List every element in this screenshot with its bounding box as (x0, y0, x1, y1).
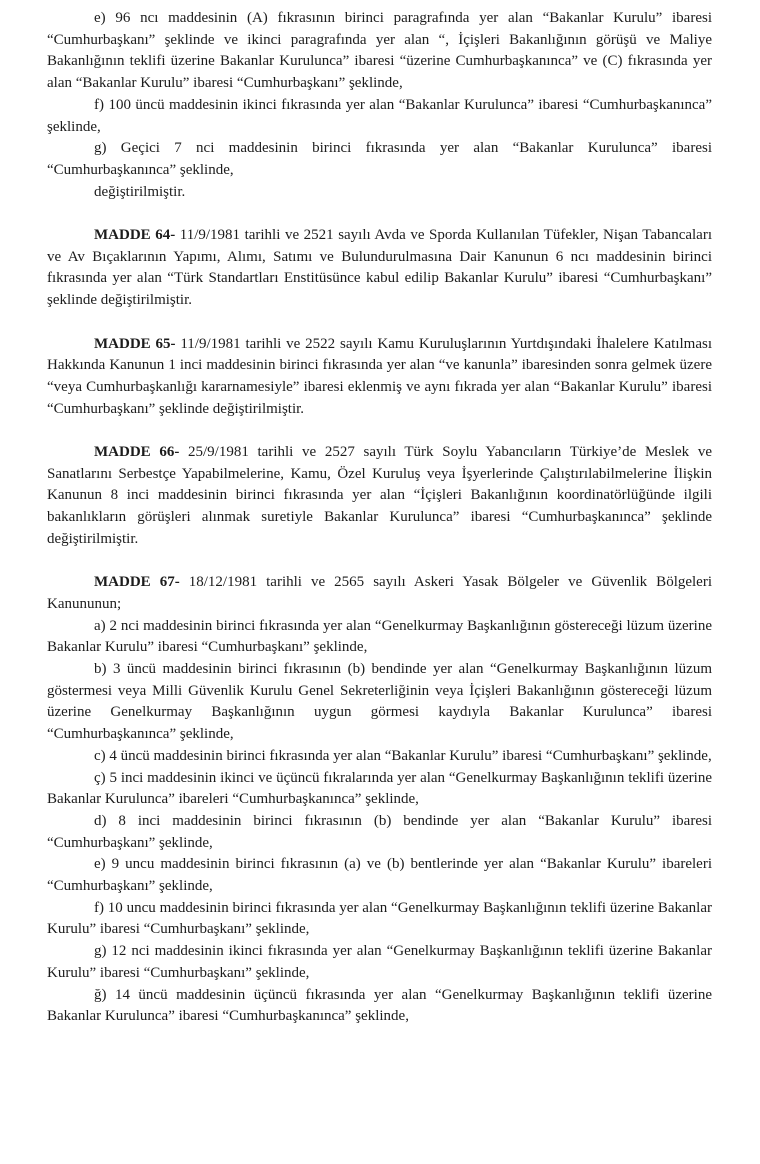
article-67-text: 18/12/1981 tarihli ve 2565 sayılı Askeri Yasak Bölgeler ve Güvenlik Bölgeleri Kanununun; (47, 574, 713, 612)
article-67-heading: MADDE 67- (94, 574, 180, 591)
article-65-heading: MADDE 65- (94, 335, 176, 352)
article-65 (47, 334, 712, 421)
article-67 (47, 572, 712, 615)
paragraph-g-gecici-7: g) Geçici 7 nci maddesinin birinci fıkrasında yer alan “Bakanlar Kurulunca” ibaresi “Cumhurbaşkanınca” şeklinde, (47, 140, 712, 178)
article-65-text: 11/9/1981 tarihli ve 2522 sayılı Kamu Kuruluşlarının Yurtdışındaki İhalelere Katılması Hakkında Kanunun 1 inci maddesinin birinci fıkrasında yer alan “ve kanunla” ibaresinden sonra gelmek üzere “veya Cumhurbaşkanlığı kararnamesiyle” ibaresi eklenmiş ve aynı fıkrada yer alan “Bakanlar Kurulu” ibaresi “Cumhurbaşkanı” şeklinde değiştirilmiştir. (47, 335, 712, 417)
article-64 (47, 225, 712, 312)
paragraph-f-10: f) 10 uncu maddesinin birinci fıkrasında yer alan “Genelkurmay Başkanlığının teklifi üzerine Bakanlar Kurulu” ibaresi “Cumhurbaşkanı” şeklinde, (47, 899, 712, 938)
paragraph-degistirilmistir: değiştirilmiştir. (94, 183, 186, 200)
article-66-heading: MADDE 66- (94, 444, 180, 461)
paragraph-g-12: g) 12 nci maddesinin ikinci fıkrasında yer alan “Genelkurmay Başkanlığının teklifi üzerine Bakanlar Kurulu” ibaresi “Cumhurbaşkanı” şeklinde, (47, 943, 712, 981)
paragraph-e-96: e) 96 ncı maddesinin (A) fıkrasının birinci paragrafında yer alan “Bakanlar Kurulu” ibaresi “Cumhurbaşkanı” şeklinde ve ikinci paragrafında yer alan “, İçişleri Bakanlığının görüşü ve Maliye Bakanlığının teklifi üzerine Bakanlar Kurulunca” ibaresi “üzerine Cumhurbaşkanınca” ve (C) fıkrasında yer alan “Bakanlar Kurulu” ibaresi “Cumhurbaşkanı” şeklinde, (47, 10, 712, 92)
article-66 (47, 442, 712, 551)
paragraph-g-breve-14: ğ) 14 üncü maddesinin üçüncü fıkrasında yer alan “Genelkurmay Başkanlığının teklifi üzerine Bakanlar Kurulunca” ibaresi “Cumhurbaşkanınca” şeklinde, (47, 986, 712, 1025)
paragraph-f-100: f) 100 üncü maddesinin ikinci fıkrasında yer alan “Bakanlar Kurulunca” ibaresi “Cumhurbaşkanınca” şeklinde, (47, 96, 712, 135)
paragraph-d-8: d) 8 inci maddesinin birinci fıkrasının (b) bendinde yer alan “Bakanlar Kurulu” ibaresi “Cumhurbaşkanı” şeklinde, (47, 812, 712, 851)
article-64-heading: MADDE 64- (94, 227, 176, 244)
paragraph-c-4: c) 4 üncü maddesinin birinci fıkrasında yer alan “Bakanlar Kurulu” ibaresi “Cumhurbaşkanı” şeklinde, (94, 747, 712, 764)
paragraph-a-2: a) 2 nci maddesinin birinci fıkrasında yer alan “Genelkurmay Başkanlığının göstereceği lüzum üzerine Bakanlar Kurulu” ibaresi “Cumhurbaşkanı” şeklinde, (47, 617, 712, 656)
paragraph-e-9: e) 9 uncu maddesinin birinci fıkrasının (a) ve (b) bentlerinde yer alan “Bakanlar Kurulu” ibareleri “Cumhurbaşkanı” şeklinde, (47, 856, 712, 895)
article-64-text: 11/9/1981 tarihli ve 2521 sayılı Avda ve Sporda Kullanılan Tüfekler, Nişan Tabancaları ve Av Bıçaklarının Yapımı, Alımı, Satımı ve Bulundurulmasına Dair Kanunun 6 ncı maddesinin birinci fıkrasında yer alan “Türk Standartları Enstitüsünce kabul edilip Bakanlar Kurulu” ibaresi “Cumhurbaşkanı” şeklinde değiştirilmiştir. (47, 227, 712, 309)
paragraph-c-cedilla-5: ç) 5 inci maddesinin ikinci ve üçüncü fıkralarında yer alan “Genelkurmay Başkanlığının teklifi üzerine Bakanlar Kurulunca” ibareleri “Cumhurbaşkanınca” şeklinde, (47, 769, 712, 808)
article-66-text: 25/9/1981 tarihli ve 2527 sayılı Türk Soylu Yabancıların Türkiye’de Meslek ve Sanatlarını Serbestçe Yapabilmelerine, Kamu, Özel Kuruluş veya İşyerlerinde Çalıştırılabilmelerine İlişkin Kanunun 8 inci maddesinin birinci fıkrasında yer alan “İçişleri Bakanlığının koordinatörlüğünde ilgili bakanlıkların görüşleri alınmak suretiyle Bakanlar Kurulunca” ibaresi “Cumhurbaşkanınca” şeklinde değiştirilmiştir. (47, 444, 712, 547)
paragraph-b-3: b) 3 üncü maddesinin birinci fıkrasının (b) bendinde yer alan “Genelkurmay Başkanlığının lüzum göstermesi veya Milli Güvenlik Kurulu Genel Sekreterliğinin veya İçişleri Bakanlığının göstereceği lüzum üzerine Genelkurmay Başkanlığının uygun görmesi kaydıyla Bakanlar Kurulunca” ibaresi “Cumhurbaşkanınca” şeklinde, (47, 661, 712, 743)
